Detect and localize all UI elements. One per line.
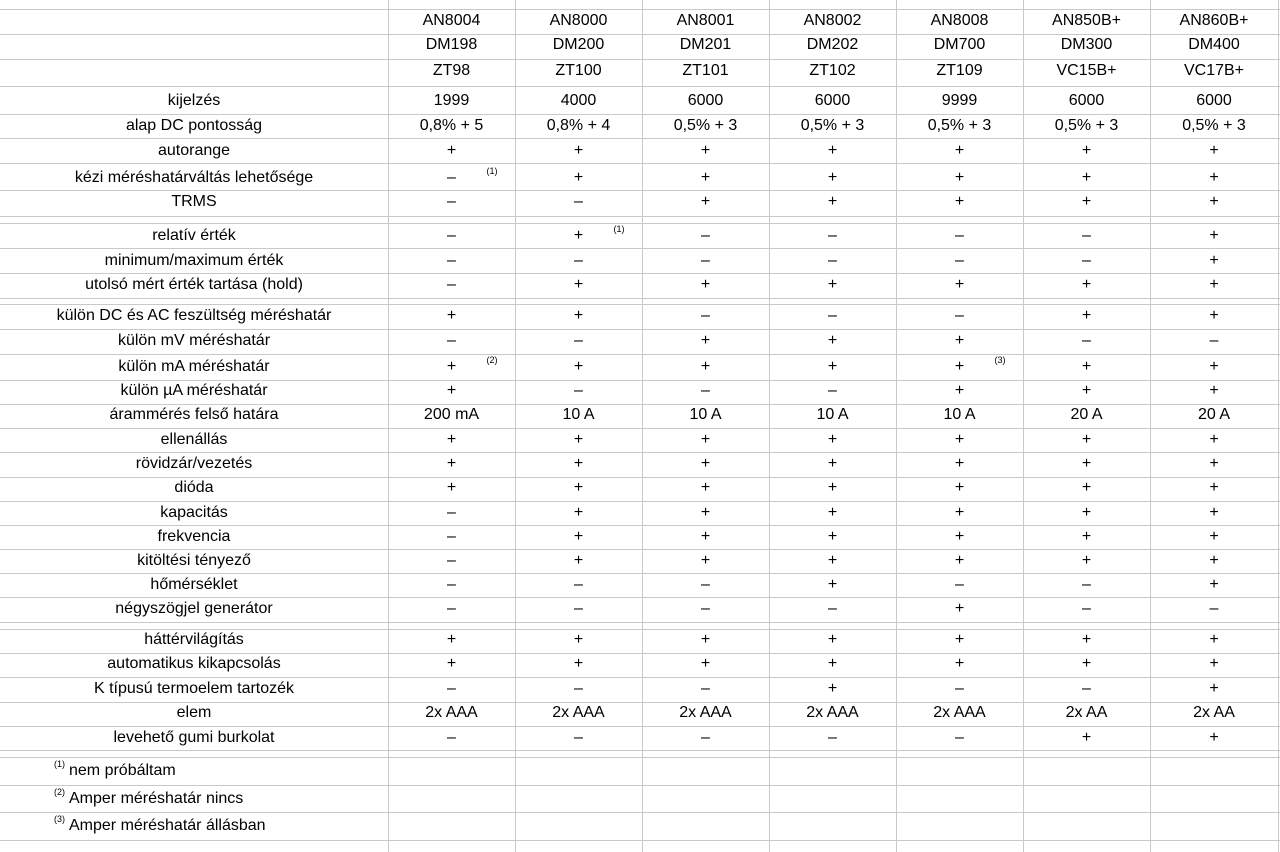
feature-value: + (954, 631, 965, 648)
feature-value: + (954, 382, 965, 399)
feature-value: + (954, 504, 965, 521)
feature-value: 10 A (816, 406, 849, 423)
model-header-3-line-3: ZT101 (682, 62, 729, 79)
feature-value: – (447, 276, 456, 293)
model-header-5-line-1: AN8008 (930, 12, 989, 29)
feature-value: + (573, 504, 584, 521)
footnote (54, 814, 266, 834)
feature-value: – (447, 332, 456, 349)
footnote-marker: (1) (486, 166, 498, 176)
feature-value: 2x AAA (679, 704, 732, 721)
feature-value: + (700, 276, 711, 293)
feature-value: 1999 (433, 92, 470, 109)
feature-label: kitöltési tényező (137, 552, 251, 569)
feature-value: + (954, 552, 965, 569)
model-header-4-line-3: ZT102 (809, 62, 856, 79)
feature-value: – (1209, 332, 1219, 349)
feature-value: + (827, 655, 838, 672)
footnote-mark: (2) (54, 787, 65, 797)
model-header-7-line-2: DM400 (1188, 36, 1240, 53)
feature-value: + (573, 358, 584, 375)
feature-label: külön DC és AC feszültség méréshatár (56, 307, 332, 324)
model-header-2-line-2: DM200 (552, 36, 605, 53)
feature-value: + (700, 504, 711, 521)
model-header-6-line-3: VC15B+ (1056, 62, 1117, 79)
feature-value: + (1081, 729, 1092, 746)
feature-value: + (1081, 552, 1092, 569)
feature-label: utolsó mért érték tartása (hold) (85, 276, 303, 293)
feature-value: – (574, 680, 583, 697)
feature-value: 0,8% + 5 (419, 117, 484, 134)
feature-value: + (1209, 169, 1219, 186)
feature-value: + (573, 169, 584, 186)
model-header-1-line-2: DM198 (425, 36, 478, 53)
feature-value: – (574, 729, 583, 746)
feature-value: – (955, 680, 964, 697)
feature-value: + (1081, 504, 1092, 521)
feature-value: + (827, 631, 838, 648)
feature-value: + (573, 631, 584, 648)
feature-value: + (827, 431, 838, 448)
feature-value: – (1082, 227, 1091, 244)
feature-value: + (1081, 193, 1092, 210)
feature-value: – (1209, 600, 1219, 617)
feature-value: + (1209, 680, 1219, 697)
feature-label: minimum/maximum érték (104, 252, 284, 269)
feature-value: + (1209, 455, 1219, 472)
feature-value: + (954, 193, 965, 210)
feature-value: + (1209, 479, 1219, 496)
feature-value: – (447, 729, 456, 746)
feature-value: + (827, 552, 838, 569)
feature-value: + (1209, 552, 1219, 569)
footnote-text: nem próbáltam (69, 762, 176, 779)
feature-value: + (827, 680, 838, 697)
feature-value: + (700, 332, 711, 349)
feature-value: + (446, 655, 457, 672)
feature-value: + (1081, 169, 1092, 186)
feature-value: + (1209, 631, 1219, 648)
feature-label: relatív érték (152, 227, 236, 244)
feature-value: + (954, 528, 965, 545)
footnote-mark: (1) (54, 759, 65, 769)
feature-value: – (447, 680, 456, 697)
feature-value: + (573, 276, 584, 293)
feature-value: + (446, 358, 457, 375)
feature-value: + (1209, 252, 1219, 269)
feature-value: 200 mA (423, 406, 480, 423)
feature-value: + (700, 193, 711, 210)
feature-value: 6000 (1068, 92, 1105, 109)
feature-value: 0,5% + 3 (927, 117, 992, 134)
feature-label: TRMS (171, 193, 217, 210)
feature-value: + (446, 631, 457, 648)
feature-value: + (827, 142, 838, 159)
feature-value: – (574, 382, 583, 399)
feature-value: + (1081, 631, 1092, 648)
feature-value: + (446, 142, 457, 159)
feature-value: + (954, 169, 965, 186)
feature-value: + (1081, 307, 1092, 324)
feature-value: + (700, 479, 711, 496)
feature-value: – (574, 576, 583, 593)
feature-value: + (954, 479, 965, 496)
feature-value: + (446, 479, 457, 496)
feature-value: – (574, 193, 583, 210)
feature-value: – (828, 600, 837, 617)
footnote-marker: (3) (994, 355, 1006, 365)
feature-value: + (573, 431, 584, 448)
feature-value: + (573, 528, 584, 545)
feature-label: K típusú termoelem tartozék (93, 680, 295, 697)
feature-value: + (827, 576, 838, 593)
feature-value: – (701, 382, 710, 399)
feature-value: 6000 (687, 92, 724, 109)
feature-value: + (1209, 193, 1219, 210)
feature-value: – (701, 680, 710, 697)
feature-value: 6000 (1196, 92, 1232, 109)
feature-label: ellenállás (160, 431, 228, 448)
feature-value: – (955, 252, 964, 269)
feature-value: – (1082, 680, 1091, 697)
feature-value: + (827, 358, 838, 375)
feature-value: + (1209, 382, 1219, 399)
feature-value: – (701, 227, 710, 244)
feature-value: + (1081, 142, 1092, 159)
feature-value: 2x AAA (425, 704, 478, 721)
feature-value: + (1081, 358, 1092, 375)
feature-value: + (1081, 655, 1092, 672)
model-header-6-line-2: DM300 (1060, 36, 1113, 53)
feature-label: alap DC pontosság (125, 117, 263, 134)
model-header-2-line-1: AN8000 (549, 12, 608, 29)
feature-value: + (1081, 479, 1092, 496)
feature-value: + (573, 552, 584, 569)
feature-value: 2x AAA (933, 704, 986, 721)
feature-label: háttérvilágítás (144, 631, 244, 648)
feature-value: + (1081, 455, 1092, 472)
feature-value: + (1209, 576, 1219, 593)
feature-value: + (700, 142, 711, 159)
feature-value: + (954, 655, 965, 672)
model-header-1-line-3: ZT98 (432, 62, 471, 79)
feature-value: – (955, 307, 964, 324)
feature-value: – (447, 169, 456, 186)
feature-value: 20 A (1070, 406, 1103, 423)
feature-value: + (446, 455, 457, 472)
feature-label: hőmérséklet (150, 576, 238, 593)
feature-value: + (1209, 358, 1219, 375)
feature-label: kapacitás (160, 504, 228, 521)
feature-value: – (447, 504, 456, 521)
footnote-marker: (2) (486, 355, 498, 365)
feature-value: + (954, 431, 965, 448)
feature-value: + (700, 455, 711, 472)
feature-value: + (1081, 276, 1092, 293)
feature-value: 10 A (943, 406, 976, 423)
feature-value: + (1209, 504, 1219, 521)
feature-value: + (573, 142, 584, 159)
feature-value: + (1209, 307, 1219, 324)
feature-value: – (1082, 332, 1091, 349)
feature-value: – (574, 252, 583, 269)
feature-value: + (573, 307, 584, 324)
feature-value: 6000 (814, 92, 851, 109)
feature-value: – (701, 307, 710, 324)
feature-label: rövidzár/vezetés (135, 455, 253, 472)
feature-value: + (1209, 655, 1219, 672)
model-header-6-line-1: AN850B+ (1052, 12, 1121, 29)
feature-value: + (700, 552, 711, 569)
feature-label: levehető gumi burkolat (113, 729, 275, 746)
model-header-3-line-1: AN8001 (676, 12, 735, 29)
model-header-7-line-3: VC17B+ (1183, 62, 1245, 79)
model-header-7-line-1: AN860B+ (1179, 12, 1249, 29)
feature-value: – (828, 382, 837, 399)
feature-label: elem (176, 704, 212, 721)
feature-value: + (1081, 382, 1092, 399)
feature-value: 2x AAA (552, 704, 605, 721)
feature-value: 0,8% + 4 (546, 117, 611, 134)
feature-value: – (447, 528, 456, 545)
footnote (54, 759, 176, 779)
feature-value: – (447, 600, 456, 617)
feature-label: dióda (174, 479, 214, 496)
feature-value: 10 A (562, 406, 595, 423)
feature-value: – (447, 252, 456, 269)
feature-label: külön µA méréshatár (120, 382, 268, 399)
feature-value: + (700, 358, 711, 375)
feature-value: + (827, 479, 838, 496)
feature-value: + (700, 631, 711, 648)
feature-value: 2x AA (1065, 704, 1108, 721)
feature-value: – (828, 307, 837, 324)
feature-label: külön mV méréshatár (117, 332, 271, 349)
feature-value: + (827, 455, 838, 472)
feature-value: + (954, 455, 965, 472)
feature-value: 10 A (689, 406, 722, 423)
feature-value: 2x AA (1193, 704, 1235, 721)
footnote-mark: (3) (54, 814, 65, 824)
footnote-marker: (1) (613, 224, 625, 234)
feature-value: – (828, 252, 837, 269)
feature-value: + (700, 528, 711, 545)
feature-value: – (828, 729, 837, 746)
feature-value: + (700, 431, 711, 448)
feature-value: 20 A (1197, 406, 1231, 423)
model-header-1-line-1: AN8004 (422, 12, 481, 29)
feature-value: + (1081, 431, 1092, 448)
feature-value: + (446, 431, 457, 448)
feature-value: + (573, 227, 584, 244)
feature-value: + (1209, 431, 1219, 448)
feature-label: árammérés felső határa (109, 406, 279, 423)
feature-value: + (827, 169, 838, 186)
feature-value: – (955, 729, 964, 746)
feature-value: + (1209, 528, 1219, 545)
feature-value: 0,5% + 3 (1182, 117, 1246, 134)
feature-value: + (1081, 528, 1092, 545)
feature-value: 2x AAA (806, 704, 859, 721)
feature-value: – (574, 332, 583, 349)
feature-value: – (447, 576, 456, 593)
feature-value: + (827, 528, 838, 545)
feature-label: kijelzés (167, 92, 221, 109)
feature-value: + (827, 332, 838, 349)
feature-label: automatikus kikapcsolás (107, 655, 281, 672)
feature-value: + (700, 169, 711, 186)
feature-label: kézi méréshatárváltás lehetősége (74, 169, 314, 186)
model-header-3-line-2: DM201 (679, 36, 732, 53)
model-header-5-line-3: ZT109 (936, 62, 983, 79)
footnote (54, 787, 244, 807)
feature-label: autorange (157, 142, 231, 159)
feature-value: + (954, 600, 965, 617)
feature-value: – (955, 576, 964, 593)
feature-value: + (700, 655, 711, 672)
feature-value: + (1209, 276, 1219, 293)
feature-value: + (446, 307, 457, 324)
feature-value: 0,5% + 3 (673, 117, 738, 134)
feature-value: + (954, 142, 965, 159)
feature-value: – (701, 576, 710, 593)
feature-value: – (828, 227, 837, 244)
feature-value: – (447, 227, 456, 244)
footnote-text: Amper méréshatár nincs (69, 790, 244, 807)
model-header-5-line-2: DM700 (933, 36, 986, 53)
feature-value: – (1082, 252, 1091, 269)
feature-value: + (954, 332, 965, 349)
feature-value: – (1082, 576, 1091, 593)
feature-label: külön mA méréshatár (118, 358, 270, 375)
feature-value: – (1082, 600, 1091, 617)
feature-value: – (574, 600, 583, 617)
footnote-text: Amper méréshatár állásban (69, 817, 266, 834)
feature-value: + (827, 504, 838, 521)
feature-value: – (447, 552, 456, 569)
feature-value: + (827, 193, 838, 210)
feature-value: – (447, 193, 456, 210)
feature-value: + (954, 358, 965, 375)
feature-value: + (573, 655, 584, 672)
feature-value: + (1209, 729, 1219, 746)
feature-label: frekvencia (157, 528, 231, 545)
feature-value: + (573, 479, 584, 496)
feature-value: + (446, 382, 457, 399)
feature-value: – (701, 600, 710, 617)
feature-value: 0,5% + 3 (800, 117, 865, 134)
feature-value: 0,5% + 3 (1054, 117, 1119, 134)
feature-value: 9999 (941, 92, 978, 109)
feature-value: + (1209, 227, 1219, 244)
model-header-4-line-1: AN8002 (803, 12, 862, 29)
feature-value: 4000 (560, 92, 597, 109)
feature-value: + (954, 276, 965, 293)
feature-value: + (1209, 142, 1219, 159)
model-header-4-line-2: DM202 (806, 36, 859, 53)
model-header-2-line-3: ZT100 (555, 62, 602, 79)
feature-value: + (573, 455, 584, 472)
feature-value: – (955, 227, 964, 244)
feature-value: – (701, 252, 710, 269)
feature-value: – (701, 729, 710, 746)
feature-label: négyszögjel generátor (115, 600, 273, 617)
feature-value: + (827, 276, 838, 293)
